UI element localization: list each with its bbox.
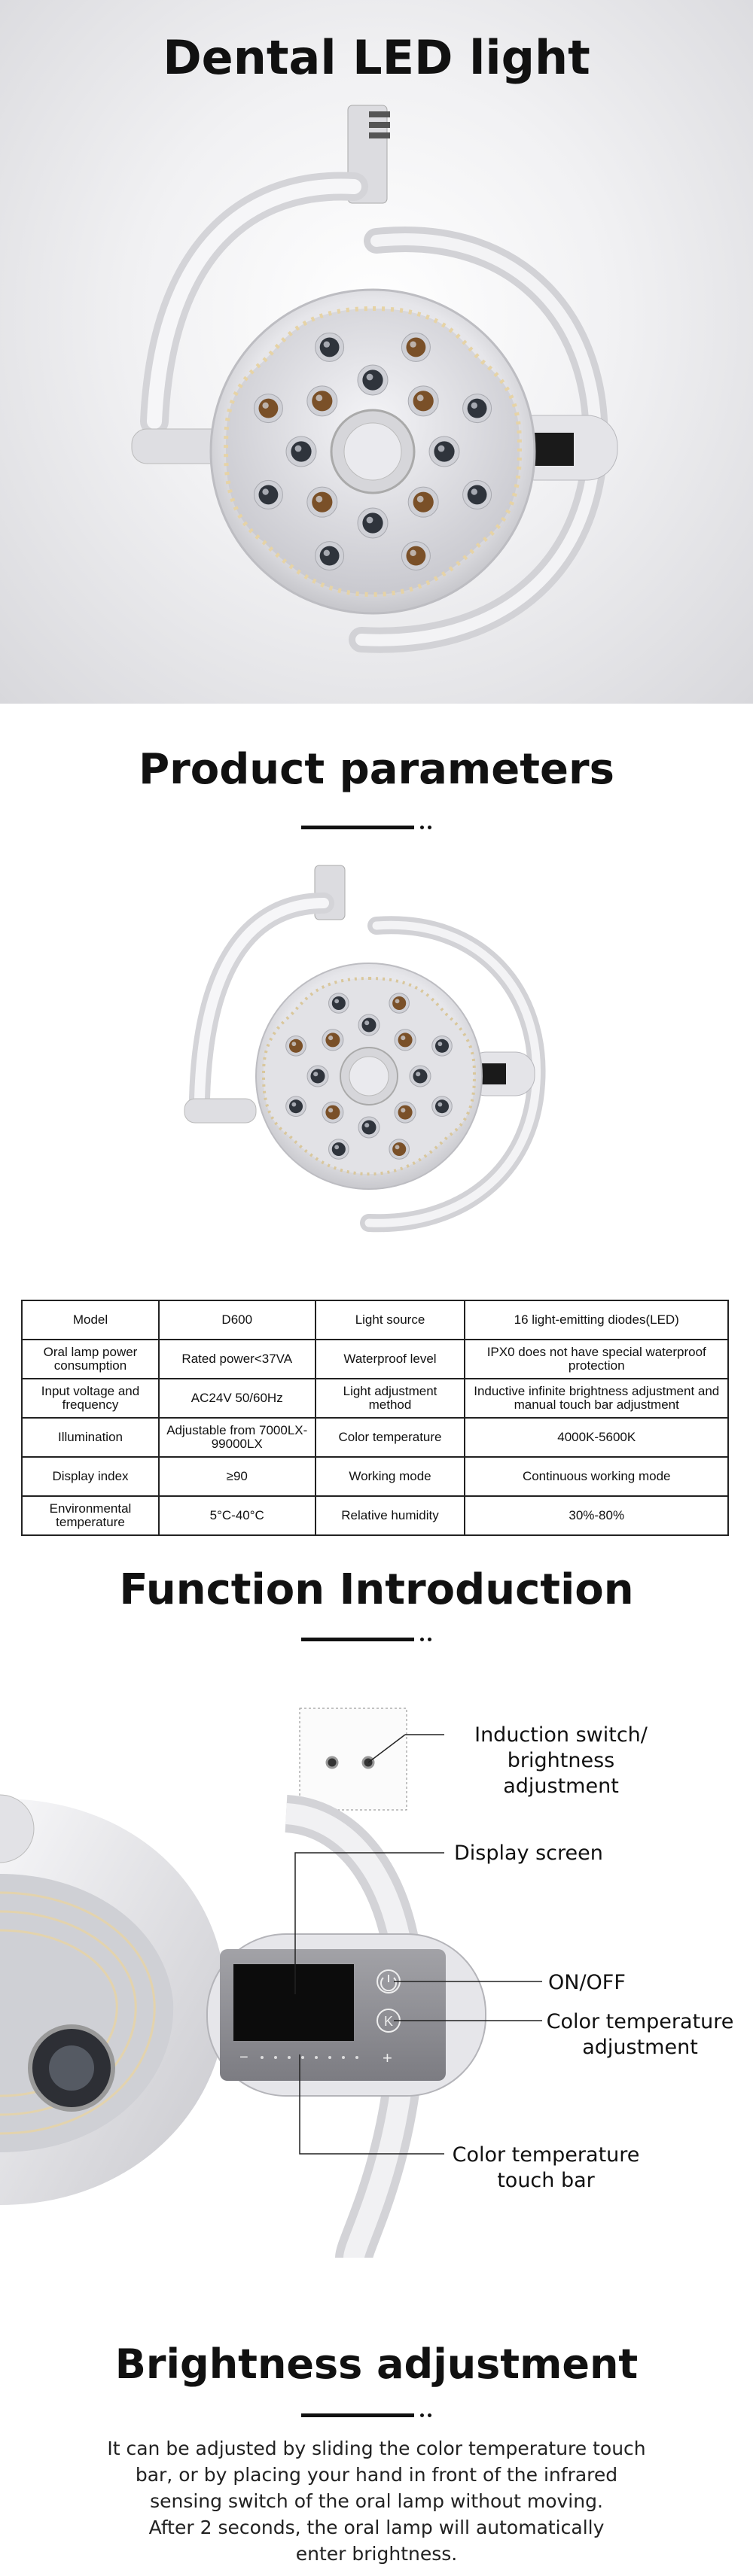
- params-lamp-image: [0, 850, 753, 1302]
- hero-section: [0, 0, 753, 704]
- hero-lamp-image: [0, 0, 753, 704]
- parameters-table: [21, 1300, 729, 1536]
- hero-title: Dental LED light: [163, 30, 590, 85]
- table-cell: 4000K-5600K: [465, 1418, 728, 1457]
- table-row: [22, 1418, 728, 1457]
- table-cell: 5°C-40°C: [159, 1496, 316, 1535]
- svg-text:−: −: [239, 2049, 248, 2066]
- function-title-underline: [301, 1635, 452, 1643]
- table-cell: Display index: [22, 1457, 159, 1496]
- table-cell: Adjustable from 7000LX-99000LX: [159, 1418, 316, 1457]
- table-cell: Waterproof level: [316, 1340, 465, 1379]
- table-cell: Model: [22, 1300, 159, 1340]
- table-cell: Illumination: [22, 1418, 159, 1457]
- brightness-title: Brightness adjustment: [114, 2340, 639, 2388]
- brightness-description: It can be adjusted by sliding the color temperature touch bar, or by placing your hand in front of the infrared sensing switch of the oral lamp without moving. After 2 seconds, the oral lamp will automatically enter brightness.: [107, 2438, 646, 2565]
- table-cell: AC24V 50/60Hz: [159, 1379, 316, 1418]
- table-cell: Environmental temperature: [22, 1496, 159, 1535]
- sensor-inset: [300, 1708, 407, 1810]
- table-cell: Relative humidity: [316, 1496, 465, 1535]
- label-on-off: ON/OFF: [548, 1971, 626, 1994]
- table-cell: IPX0 does not have special waterproof protection: [465, 1340, 728, 1379]
- display-screen: [233, 1964, 354, 2041]
- label-color-temp-adjustment: Color temperature adjustment: [546, 2010, 734, 2059]
- brightness-title-underline: [301, 2411, 452, 2419]
- table-row: [22, 1300, 728, 1340]
- table-cell: Oral lamp power consumption: [22, 1340, 159, 1379]
- table-cell: Light source: [316, 1300, 465, 1340]
- svg-text:K: K: [383, 2014, 394, 2029]
- label-touch-bar: Color temperature touch bar: [452, 2143, 640, 2192]
- label-induction-switch: Induction switch/ brightness adjustment: [474, 1723, 648, 1798]
- label-display-screen: Display screen: [454, 1842, 603, 1865]
- table-cell: Inductive infinite brightness adjustment and manual touch bar adjustment: [465, 1379, 728, 1418]
- sensor-icon: [327, 1757, 337, 1768]
- table-row: [22, 1340, 728, 1379]
- function-title: Function Introduction: [119, 1565, 634, 1614]
- table-cell: Continuous working mode: [465, 1457, 728, 1496]
- params-title: Product parameters: [139, 745, 614, 794]
- table-row: [22, 1379, 728, 1418]
- table-cell: Rated power<37VA: [159, 1340, 316, 1379]
- table-cell: D600: [159, 1300, 316, 1340]
- svg-text:+: +: [383, 2048, 392, 2067]
- table-cell: Working mode: [316, 1457, 465, 1496]
- table-cell: 16 light-emitting diodes(LED): [465, 1300, 728, 1340]
- table-cell: Color temperature: [316, 1418, 465, 1457]
- table-row: [22, 1496, 728, 1535]
- params-title-underline: [301, 823, 452, 831]
- table-cell: Input voltage and frequency: [22, 1379, 159, 1418]
- table-cell: 30%-80%: [465, 1496, 728, 1535]
- table-row: [22, 1457, 728, 1496]
- table-cell: Light adjustment method: [316, 1379, 465, 1418]
- table-cell: ≥90: [159, 1457, 316, 1496]
